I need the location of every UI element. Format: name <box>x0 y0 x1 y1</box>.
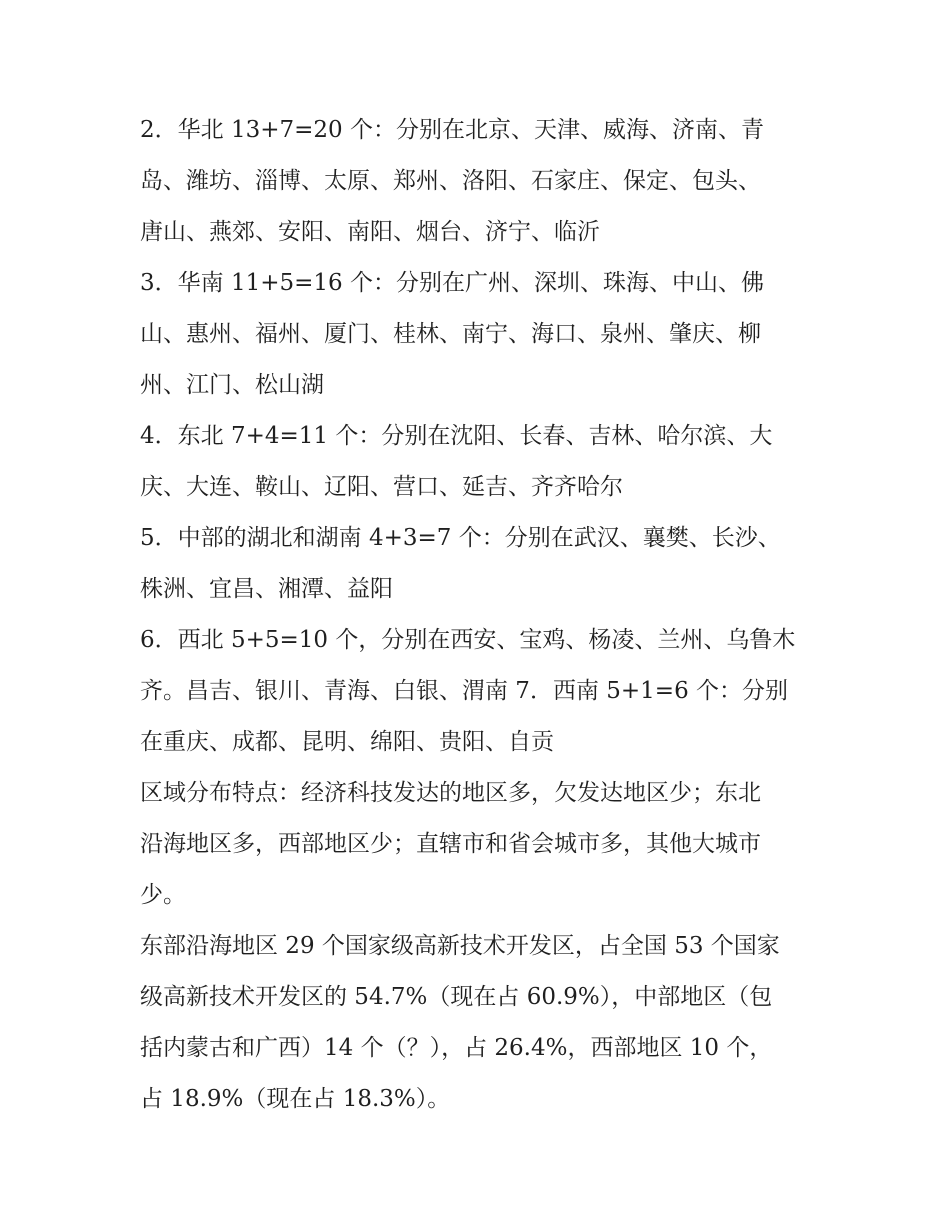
text-line: 岛、潍坊、淄博、太原、郑州、洛阳、石家庄、保定、包头、 <box>140 168 761 194</box>
text-line: 山、惠州、福州、厦门、桂林、南宁、海口、泉州、肇庆、柳 <box>140 321 761 347</box>
text-line: 4．东北 7+4=11 个：分别在沈阳、长春、吉林、哈尔滨、大 <box>140 423 773 449</box>
text-line: 括内蒙古和广西）14 个（？），占 26.4%，西部地区 10 个， <box>140 1035 773 1061</box>
text-line: 占 18.9%（现在占 18.3%）。 <box>140 1086 451 1112</box>
text-line: 级高新技术开发区的 54.7%（现在占 60.9%），中部地区（包 <box>140 984 773 1010</box>
text-line: 庆、大连、鞍山、辽阳、营口、延吉、齐齐哈尔 <box>140 474 623 500</box>
text-line: 区域分布特点：经济科技发达的地区多，欠发达地区少；东北 <box>140 780 761 806</box>
text-line: 州、江门、松山湖 <box>140 372 324 398</box>
text-line: 2．华北 13+7=20 个：分别在北京、天津、威海、济南、青 <box>140 117 764 143</box>
text-line: 沿海地区多，西部地区少；直辖市和省会城市多，其他大城市 <box>140 831 761 857</box>
text-line: 3．华南 11+5=16 个：分别在广州、深圳、珠海、中山、佛 <box>140 270 764 296</box>
text-line: 齐。昌吉、银川、青海、白银、渭南 7．西南 5+1=6 个：分别 <box>140 678 789 704</box>
document-body <box>140 105 820 1125</box>
text-line: 株洲、宜昌、湘潭、益阳 <box>140 576 393 602</box>
text-line: 5．中部的湖北和湖南 4+3=7 个：分别在武汉、襄樊、长沙、 <box>140 525 781 551</box>
text-line: 在重庆、成都、昆明、绵阳、贵阳、自贡 <box>140 729 554 755</box>
text-line: 少。 <box>140 882 186 908</box>
text-line: 东部沿海地区 29 个国家级高新技术开发区，占全国 53 个国家 <box>140 933 780 959</box>
text-line: 6．西北 5+5=10 个，分别在西安、宝鸡、杨凌、兰州、乌鲁木 <box>140 627 796 653</box>
text-line: 唐山、燕郊、安阳、南阳、烟台、济宁、临沂 <box>140 219 600 245</box>
